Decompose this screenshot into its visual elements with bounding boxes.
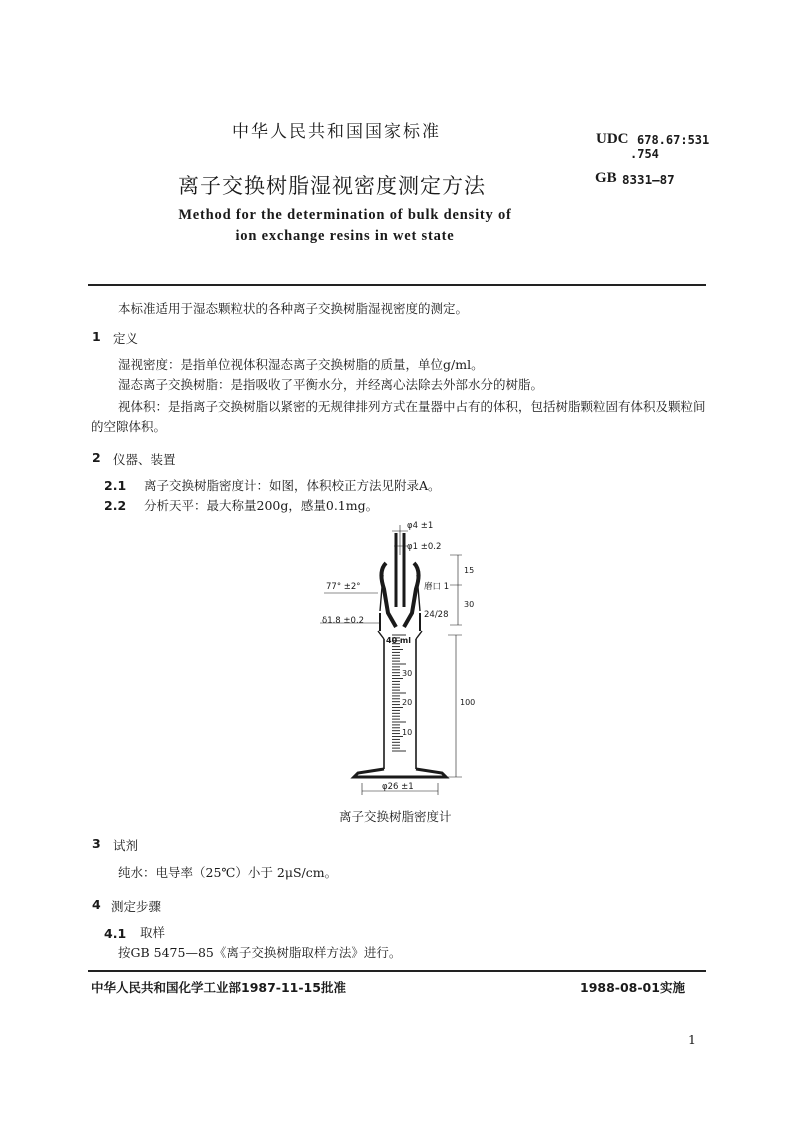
udc-label: UDC [596,131,629,147]
reagent-pure-water: 纯水：电导率（25℃）小于 2μS/cm。 [118,865,338,880]
section-4-number: 4 [92,897,101,912]
gb-number: 8331—87 [622,172,675,187]
definition-wet-bulk-density: 湿视密度：是指单位视体积湿态离子交换树脂的质量，单位g/ml。 [118,357,484,372]
scale-label-40: 40 ml [386,636,411,645]
section-3-number: 3 [92,836,101,851]
page-title: 离子交换树脂湿视密度测定方法 [178,174,486,198]
section-2-1-text: 离子交换树脂密度计：如图，体积校正方法见附录A。 [144,478,441,493]
section-1-title: 定义 [113,331,139,346]
national-standard-label: 中华人民共和国国家标准 [232,122,441,142]
label-wall-thickness: δ1.8 ±0.2 [322,616,365,626]
footer-divider [88,970,706,972]
english-title-line2: ion exchange resins in wet state [235,228,455,244]
label-dim-30: 30 [464,600,475,609]
label-angle: 77° ±2° [326,582,361,592]
section-4-1-number: 4.1 [104,926,127,941]
scale-label-20: 20 [402,698,413,707]
udc-code-line2: .754 [630,147,659,161]
label-ground-mouth: 磨口 1 [424,582,450,592]
definition-apparent-volume: 视体积：是指离子交换树脂以紧密的无规律排列方式在量器中占有的体积，包括树脂颗粒固有体积及颗粒间的空隙体积。 [91,399,706,434]
section-4-1-title: 取样 [140,925,166,940]
page-number: 1 [688,1032,696,1047]
header-divider [88,284,706,286]
section-2-number: 2 [92,450,101,465]
figure-caption: 离子交换树脂密度计 [339,809,452,824]
intro-paragraph: 本标准适用于湿态颗粒状的各种离子交换树脂湿视密度的测定。 [118,301,469,316]
section-4-title: 测定步骤 [111,899,162,914]
gb-label: GB [595,170,617,186]
scale-label-30: 30 [402,669,413,678]
label-dim-100: 100 [460,698,476,707]
label-joint: 24/28 [424,610,449,620]
effective-date: 1988-08-01实施 [580,980,685,995]
label-dia-outer: φ4 ±1 [407,521,434,531]
english-title-line1: Method for the determination of bulk density of [178,207,512,223]
section-2-2-text: 分析天平：最大称量200g，感量0.1mg。 [144,498,379,513]
section-2-1-number: 2.1 [104,478,127,493]
section-2-title: 仪器、装置 [113,452,176,467]
densimeter-figure [300,515,500,805]
cylinder-base [354,769,446,777]
label-dim-15: 15 [464,566,475,575]
section-4-1-text: 按GB 5475—85《离子交换树脂取样方法》进行。 [118,945,402,960]
stopper-outline [381,563,418,627]
section-3-title: 试剂 [113,838,139,853]
section-1-number: 1 [92,329,101,344]
udc-code-line1: 678.67:531 [637,133,710,147]
section-2-2-number: 2.2 [104,498,127,513]
label-base-dia: φ26 ±1 [382,782,414,792]
approval-line: 中华人民共和国化学工业部1987-11-15批准 [91,980,346,995]
scale-label-10: 10 [402,728,413,737]
definition-wet-resin: 湿态离子交换树脂：是指吸收了平衡水分，并经离心法除去外部水分的树脂。 [118,377,544,392]
label-dia-inner: φ1 ±0.2 [407,542,442,552]
dimension-upper [450,555,462,625]
